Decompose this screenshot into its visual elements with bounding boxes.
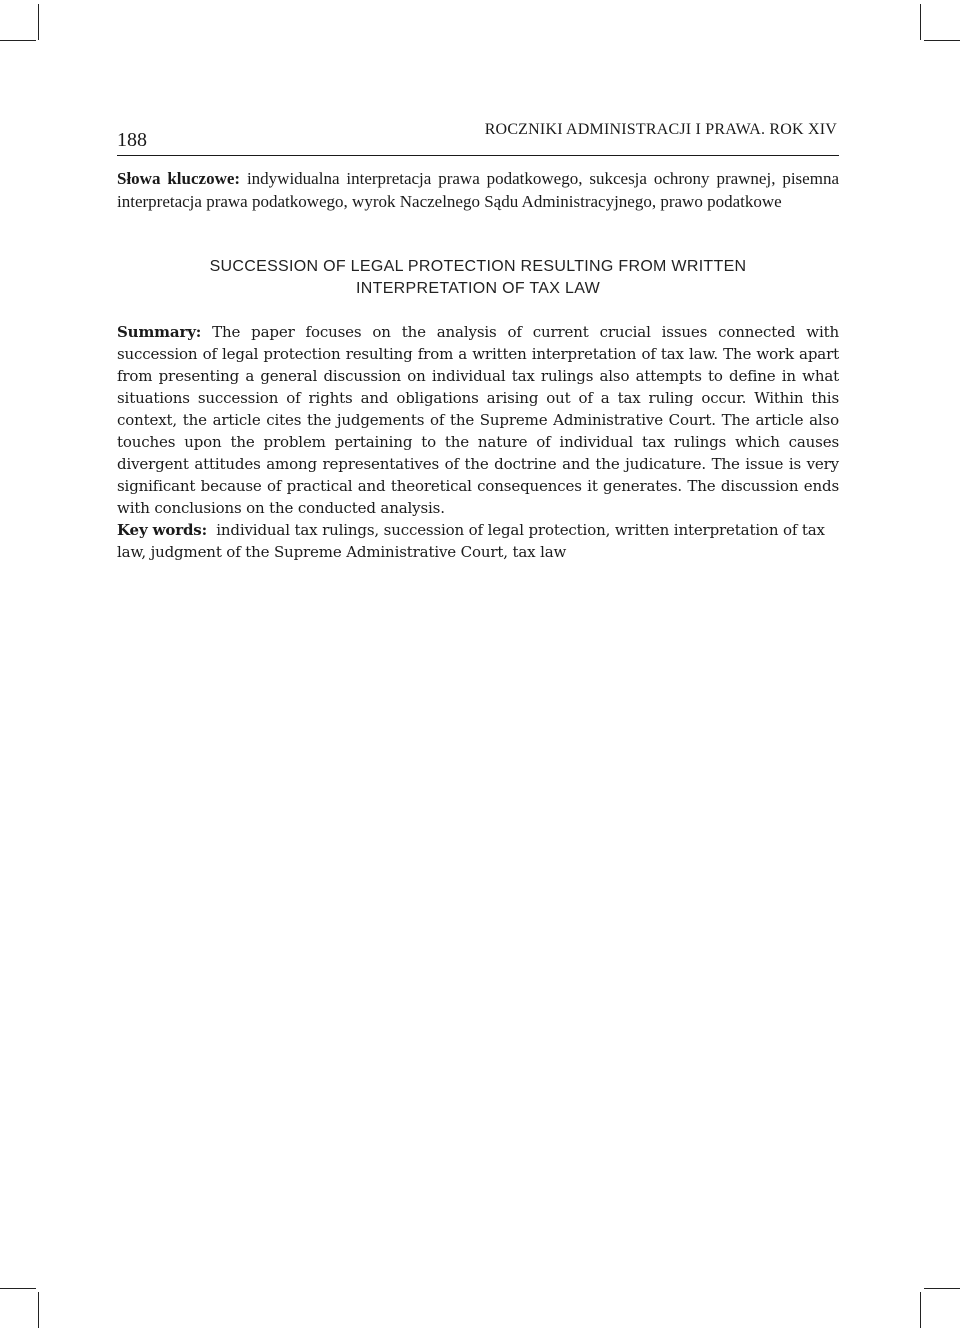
- crop-mark: [920, 4, 921, 40]
- keywords-polish-text: indywidualna interpretacja prawa podatkowego, sukcesja ochrony prawnej, pisemna interpretacja prawa podatkowego, wyrok Naczelnego Sądu Administracyjnego, prawo podatkowe: [117, 169, 839, 211]
- crop-mark: [38, 1292, 39, 1328]
- page-header: [117, 117, 839, 156]
- page-number: 188: [117, 129, 147, 151]
- crop-mark: [0, 1288, 36, 1289]
- english-title-line: INTERPRETATION OF TAX LAW: [356, 280, 600, 297]
- english-title: [117, 256, 839, 300]
- running-head: ROCZNIKI ADMINISTRACJI I PRAWA. ROK XIV: [484, 121, 837, 138]
- crop-mark: [38, 4, 39, 40]
- keywords-english: [117, 519, 839, 563]
- keywords-polish: [117, 168, 839, 213]
- crop-mark: [0, 40, 36, 41]
- crop-mark: [924, 1288, 960, 1289]
- crop-mark: [924, 40, 960, 41]
- english-title-line: SUCCESSION OF LEGAL PROTECTION RESULTING FROM WRITTEN: [209, 258, 747, 275]
- crop-mark: [920, 1292, 921, 1328]
- summary-text: The paper focuses on the analysis of current crucial issues connected with succession of legal protection resulting from a written interpretation of tax law. The work apart from presenting a general discussion on individual tax rulings also attempts to define in what situations succession of rights and obligations arising out of a tax ruling occur. Within this context, the article cites the judgements of the Supreme Administrative Court. The article also touches upon the problem pertaining to the nature of individual tax rulings which causes divergent attitudes among representatives of the doctrine and the judicature. The issue is very significant because of practical and theoretical consequences it generates. The discussion ends with conclusions on the conducted analysis.: [117, 323, 839, 517]
- summary-label: Summary:: [117, 323, 202, 341]
- keywords-english-label: Key words:: [117, 521, 207, 539]
- keywords-polish-label: Słowa kluczowe:: [117, 169, 241, 188]
- summary: [117, 321, 839, 519]
- keywords-english-text: individual tax rulings, succession of legal protection, written interpretation of tax law, judgment of the Supreme Administrative Court, tax law: [117, 521, 830, 561]
